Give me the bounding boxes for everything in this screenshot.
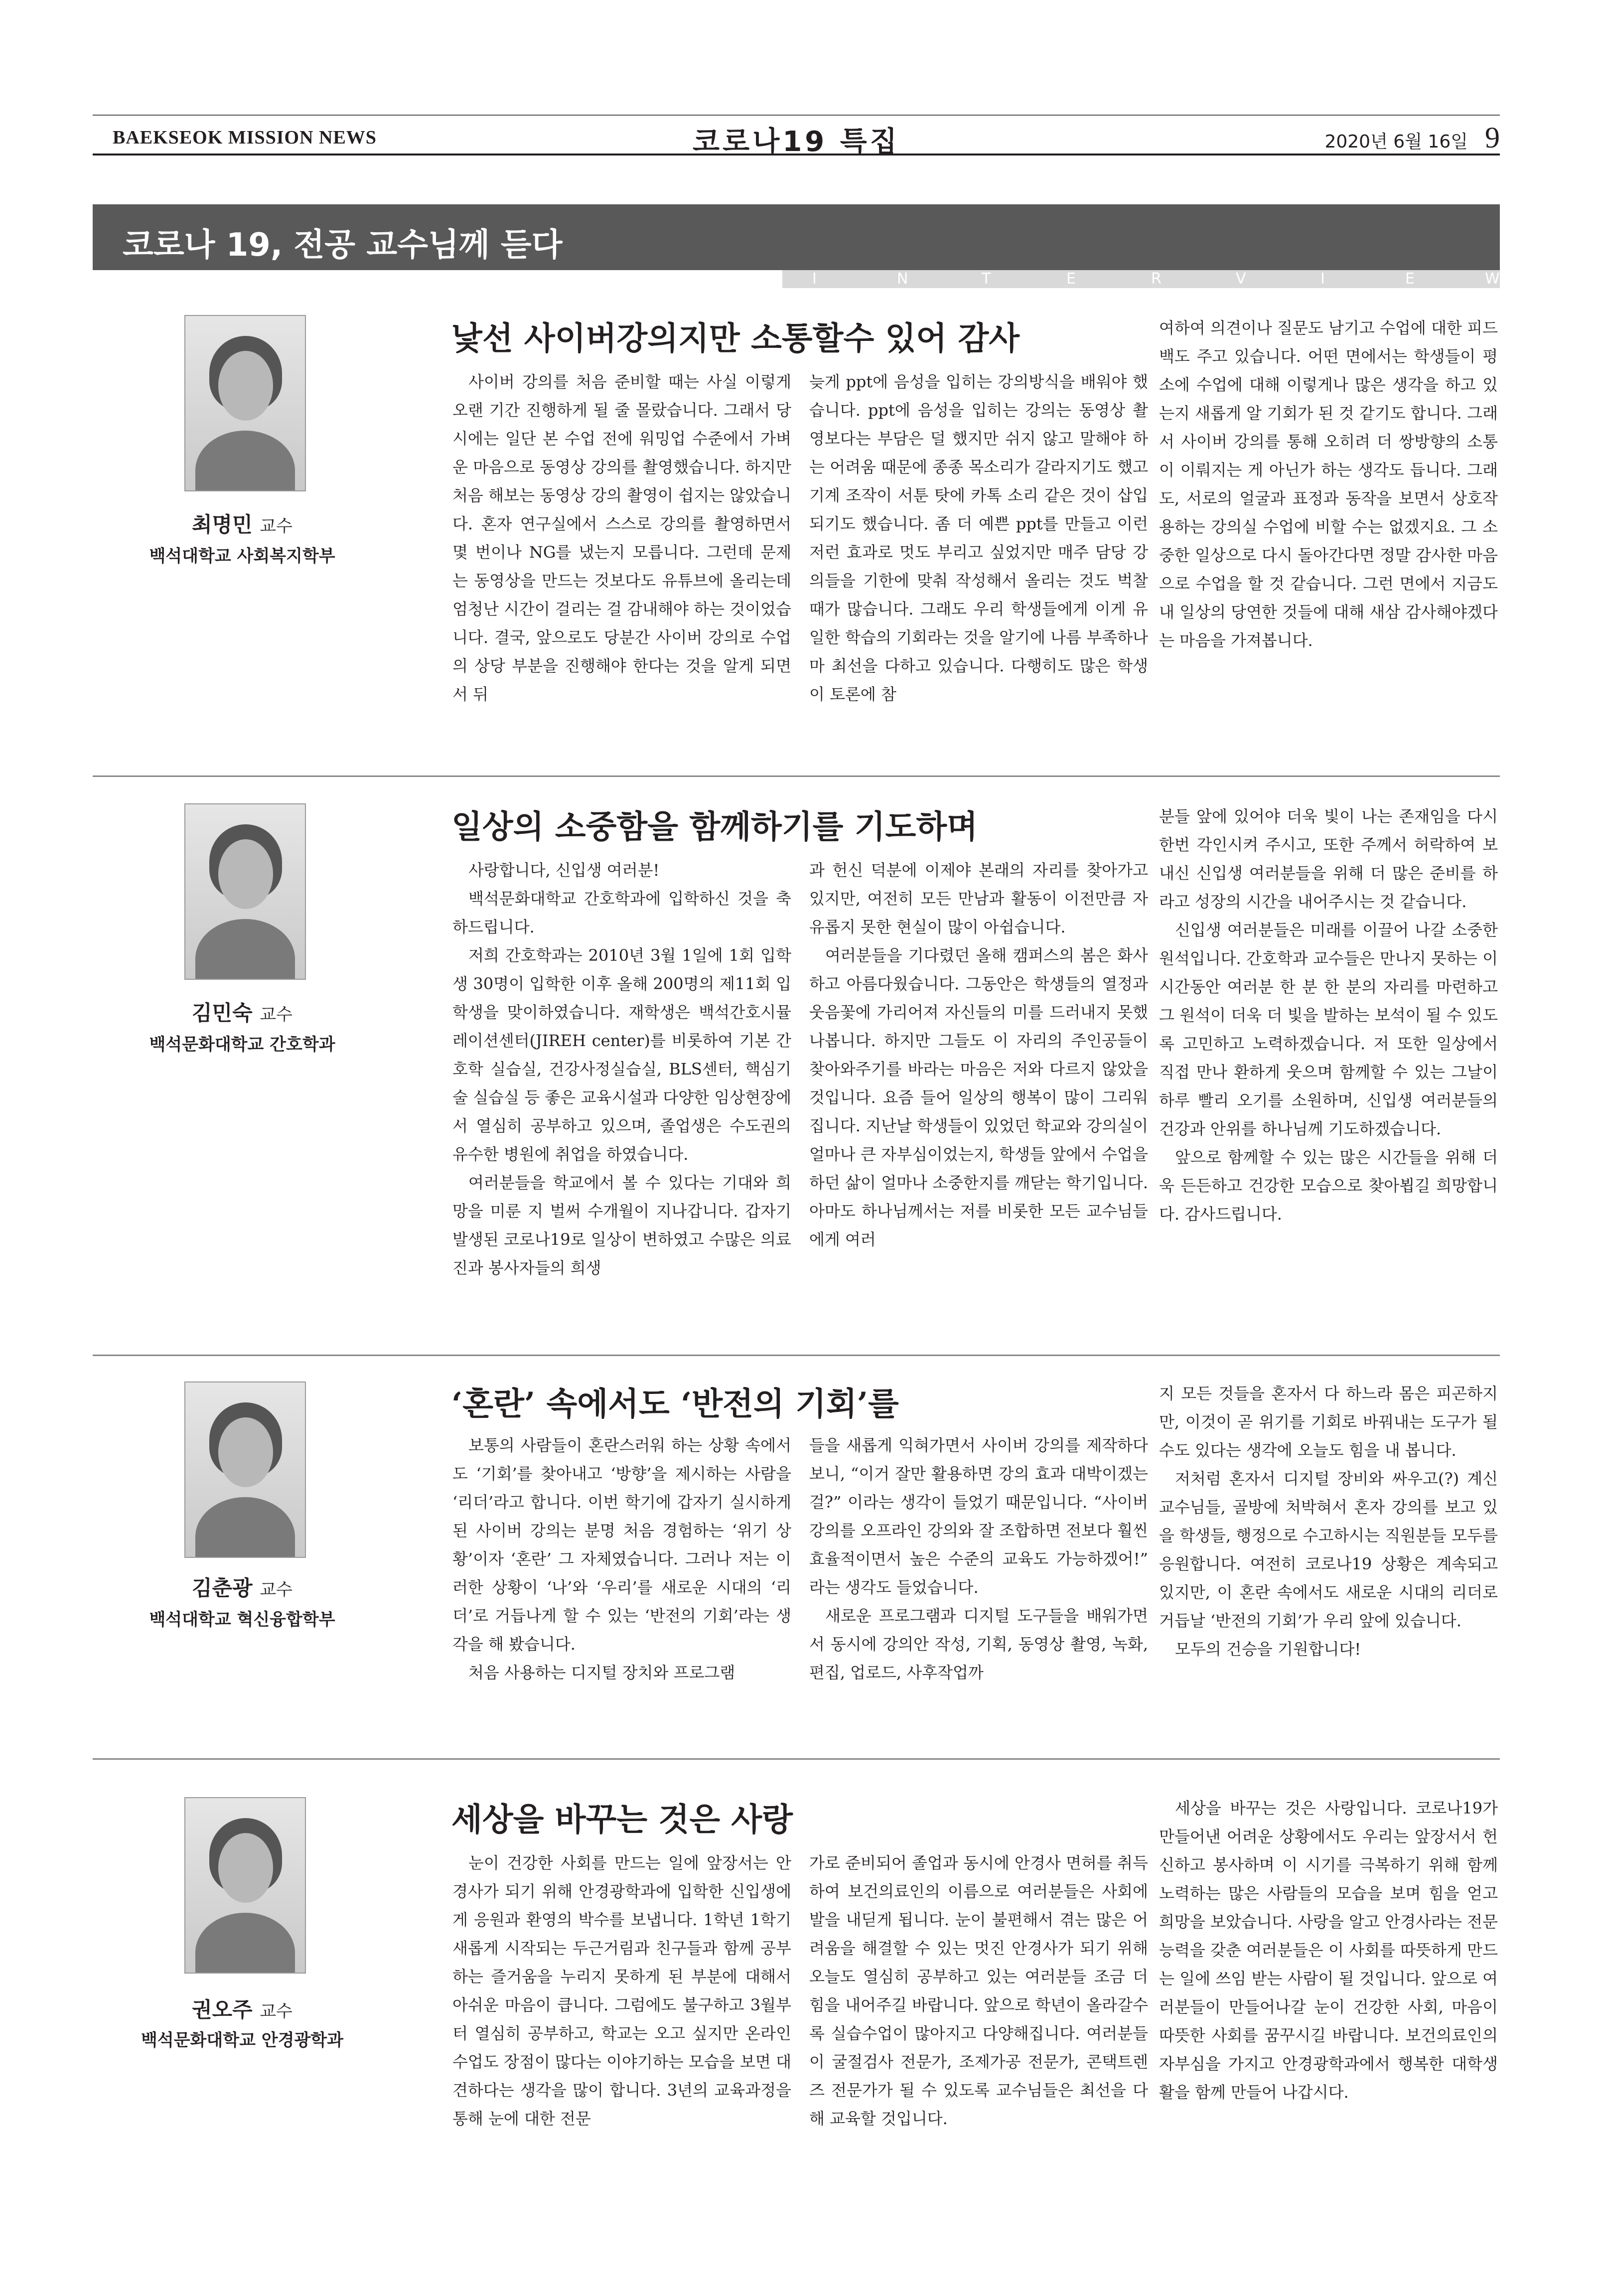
professor-title: 교수 [260, 516, 293, 536]
paragraph: 새로운 프로그램과 디지털 도구들을 배워가면서 동시에 강의안 작성, 기획, 동영상 촬영, 녹화, 편집, 업로드, 사후작업까 [809, 1606, 1148, 1682]
interview-letter: R [1151, 270, 1162, 288]
section-title: 코로나19 특집 [693, 126, 900, 158]
professor-title: 교수 [260, 1005, 293, 1025]
photo-face [218, 1417, 273, 1487]
article-column-3 [1159, 802, 1498, 1351]
article-column-3 [1159, 1794, 1498, 2253]
banner-title: 코로나 19, 전공 교수님께 듣다 [123, 227, 563, 264]
article-column-1 [452, 368, 791, 776]
publication-name: BAEKSEOK MISSION NEWS [113, 127, 377, 148]
paragraph: 백석문화대학교 간호학과에 입학하신 것을 축하드립니다. [452, 889, 791, 936]
paragraph: 세상을 바꾸는 것은 사랑입니다. 코로나19가 만들어낸 어려운 상황에서도 우리는 앞장서서 헌신하고 봉사하며 이 시기를 극복하기 위해 함께 노력하는 많은 사람들의 모습을 보며 힘을 얻고 희망을 보았습니다. 사랑을 알고 안경사라는 전문능력을 갖춘 여러분들은 이 사회를 따뜻하게 만드는 일에 쓰임 받는 사람이 될 것입니다. 앞으로 여러분들이 만들어나갈 눈이 건강한 사회, 마음이 따뜻한 사회를 꿈꾸시길 바랍니다. 보건의료인의 자부심을 가지고 안경광학과에서 행복한 대학생활을 함께 만들어 나갑시다. [1159, 1799, 1498, 2102]
professor-photo [184, 1797, 306, 1974]
professor-name-text: 최명민 [191, 512, 253, 537]
professor-title: 교수 [260, 1580, 293, 1600]
paragraph: 가로 준비되어 졸업과 동시에 안경사 면허를 취득하여 보건의료인의 이름으로 여러분들은 사회에 발을 내딛게 됩니다. 눈이 불편해서 겪는 많은 어려움을 해결할 수 있는 멋진 안경사가 되기 위해 오늘도 열심히 공부하고 있는 여러분들 조금 더 힘을 내어주길 바랍니다. 앞으로 학년이 올라갈수록 실습수업이 많아지고 다양해집니다. 여러분들이 굴절검사 전문가, 조제가공 전문가, 콘택트렌즈 전문가가 될 수 있도록 교수님들은 최선을 다해 교육할 것입니다. [809, 1853, 1148, 2128]
paragraph: 여하여 의견이나 질문도 남기고 수업에 대한 피드백도 주고 있습니다. 어떤 면에서는 학생들이 평소에 수업에 대해 이렇게나 많은 생각을 하고 있는지 새롭게 알 기회가 된 것 같기도 합니다. 그래서 사이버 강의를 통해 오히려 더 쌍방향의 소통이 이뤄지는 게 아닌가 하는 생각도 듭니다. 그래도, 서로의 얼굴과 표정과 동작을 보면서 상호작용하는 강의실 수업에 비할 수는 없겠지요. 그 소중한 일상으로 다시 돌아간다면 정말 감사한 마음으로 수업을 할 것 같습니다. 그런 면에서 지금도 내 일상의 당연한 것들에 대해 새삼 감사해야겠다는 마음을 가져봅니다. [1159, 318, 1498, 650]
interview-letter: V [1236, 270, 1246, 288]
paragraph: 저희 간호학과는 2010년 3월 1일에 1회 입학생 30명이 입학한 이후 올해 200명의 제11회 입학생을 맞이하였습니다. 재학생은 백석간호시뮬레이션센터(JIREH center)를 비롯하여 기본 간호학 실습실, 건강사정실습실, BLS센터, 핵심기술 실습실 등 좋은 교육시설과 다양한 임상현장에서 열심히 공부하고 있으며, 졸업생은 수도권의 유수한 병원에 취업을 하였습니다. [452, 946, 791, 1164]
interview-letter: I [812, 270, 817, 288]
photo-face [218, 351, 273, 421]
interview-strip [782, 270, 1500, 288]
interview-letter: I [1320, 270, 1325, 288]
professor-name-text: 김춘광 [191, 1576, 253, 1600]
paragraph: 과 헌신 덕분에 이제야 본래의 자리를 찾아가고 있지만, 여전히 모든 만남과 활동이 이전만큼 자유롭지 못한 현실이 많이 아쉽습니다. [809, 861, 1148, 936]
professor-name-text: 권오주 [191, 1997, 253, 2022]
paragraph: 분들 앞에 있어야 더욱 빛이 나는 존재임을 다시 한번 각인시켜 주시고, 또한 주께서 허락하여 보내신 신입생 여러분들을 위해 더 많은 준비를 하라고 성장의 시간을 내어주시는 것 같습니다. [1159, 807, 1498, 911]
article-column-2 [809, 1849, 1148, 2253]
professor-photo [184, 803, 306, 980]
article-column-1 [452, 1431, 791, 1755]
paragraph: 여러분들을 기다렸던 올해 캠퍼스의 봄은 화사하고 아름다웠습니다. 그동안은 학생들의 열정과 웃음꽃에 가리어져 자신들의 미를 드러내지 못했나봅니다. 하지만 그들도 이 자리의 주인공들이 찾아와주기를 바라는 마음은 저와 다르지 않았을 것입니다. 요즘 들어 일상의 행복이 많이 그리워집니다. 지난날 학생들이 있었던 학교와 강의실이 얼마나 큰 자부심이었는지, 학생들 앞에서 수업을 하던 삶이 얼마나 소중한지를 깨닫는 학기입니다. 아마도 하나님께서는 저를 비롯한 모든 교수님들에게 여러 [809, 946, 1148, 1249]
interview-letter: W [1485, 270, 1500, 288]
article-column-2 [809, 368, 1148, 776]
article-column-2 [809, 1431, 1148, 1755]
paragraph: 여러분들을 학교에서 볼 수 있다는 기대와 희망을 미룬 지 벌써 수개월이 지나갑니다. 갑자기 발생된 코로나19로 일상이 변하였고 수많은 의료진과 봉사자들의 희생 [452, 1173, 791, 1277]
professor-title: 교수 [260, 2001, 293, 2021]
paragraph: 모두의 건승을 기원합니다! [1175, 1640, 1361, 1659]
article-headline: 낯선 사이버강의지만 소통할수 있어 감사 [451, 320, 1020, 357]
article-3 [93, 1376, 1500, 1754]
paragraph: 지 모든 것들을 혼자서 다 하느라 몸은 피곤하지만, 이것이 곧 위기를 기회로 바꿔내는 도구가 될 수도 있다는 생각에 오늘도 힘을 내 봅니다. [1159, 1384, 1498, 1460]
article-column-3 [1159, 314, 1498, 763]
photo-body [195, 919, 295, 980]
photo-face [218, 839, 273, 909]
article-2 [93, 797, 1500, 1346]
professor-name [118, 1993, 367, 2023]
professor-name [118, 1572, 367, 1602]
article-4 [93, 1779, 1500, 2278]
article-1 [93, 309, 1500, 777]
paragraph: 앞으로 함께할 수 있는 많은 시간들을 위해 더욱 든든하고 건강한 모습으로 찾아뵙길 희망합니다. 감사드립니다. [1159, 1148, 1498, 1224]
article-separator [93, 775, 1500, 777]
page-number: 9 [1485, 121, 1500, 154]
article-column-1 [452, 1849, 791, 2253]
header-top-rule [93, 115, 1500, 116]
professor-name-text: 김민숙 [191, 1001, 253, 1025]
professor-department: 백석문화대학교 안경광학과 [141, 2030, 343, 2050]
paragraph: 사랑합니다, 신입생 여러분! [468, 861, 660, 880]
professor-department: 백석대학교 사회복지학부 [149, 546, 335, 566]
photo-body [195, 431, 295, 491]
interview-letter: E [1405, 270, 1415, 288]
paragraph: 보통의 사람들이 혼란스러워 하는 상황 속에서도 ‘기회’를 찾아내고 ‘방향’을 제시하는 사람을 ‘리더’라고 합니다. 이번 학기에 갑자기 실시하게 된 사이버 강의는 분명 처음 경험하는 ‘위기 상황’이자 ‘혼란’ 그 자체였습니다. 그러나 저는 이러한 상황이 ‘나’와 ‘우리’를 새로운 시대의 ‘리더’로 거듭나게 할 수 있는 ‘반전의 기회’라는 생각을 해 봤습니다. [452, 1436, 791, 1654]
professor-name [118, 508, 367, 538]
professor-department: 백석대학교 혁신융합학부 [149, 1610, 335, 1630]
interview-letter: T [982, 270, 991, 288]
professor-photo [184, 1381, 306, 1558]
article-column-1 [452, 856, 791, 1365]
article-separator [93, 1355, 1500, 1356]
paragraph: 늦게 ppt에 음성을 입히는 강의방식을 배워야 했습니다. ppt에 음성을 입히는 강의는 동영상 촬영보다는 부담은 덜 했지만 쉬지 않고 말해야 하는 어려움 때문에 종종 목소리가 갈라지기도 했고 기계 조작이 서툰 탓에 카톡 소리 같은 것이 삽입되기도 했습니다. 좀 더 예쁜 ppt를 만들고 이런저런 효과로 멋도 부리고 싶었지만 매주 담당 강의들을 기한에 맞춰 작성해서 올리는 것도 벅찰 때가 많습니다. 그래도 우리 학생들에게 이게 유일한 학습의 기회라는 것을 알기에 나름 부족하나마 최선을 다하고 있습니다. 다행히도 많은 학생이 토론에 참 [809, 372, 1148, 704]
photo-face [218, 1833, 273, 1903]
interview-letter: N [897, 270, 908, 288]
article-headline: 세상을 바꾸는 것은 사랑 [451, 1801, 793, 1838]
article-headline: 일상의 소중함을 함께하기를 기도하며 [451, 808, 978, 846]
page-header [93, 117, 1500, 158]
header-bottom-rule [93, 153, 1500, 155]
professor-photo [184, 315, 306, 491]
professor-name [118, 997, 367, 1027]
paragraph: 저처럼 혼자서 디지털 장비와 싸우고(?) 계신 교수님들, 골방에 처박혀서 혼자 강의를 보고 있을 학생들, 행정으로 수고하시는 직원분들 모두를 응원합니다. 여전히 코로나19 상황은 계속되고 있지만, 이 혼란 속에서도 새로운 시대의 리더로 거듭날 ‘반전의 기회’가 우리 앞에 있습니다. [1159, 1469, 1498, 1630]
paragraph: 신입생 여러분들은 미래를 이끌어 나갈 소중한 원석입니다. 간호학과 교수들은 만나지 못하는 이 시간동안 여러분 한 분 한 분의 자리를 마련하고 그 원석이 더욱 더 빛을 발하는 보석이 될 수 있도록 고민하고 노력하겠습니다. 저 또한 일상에서 직접 만나 환하게 웃으며 함께할 수 있는 그날이 하루 빨리 오기를 소원하며, 신입생 여러분들의 건강과 안위를 하나님께 기도하겠습니다. [1159, 920, 1498, 1138]
article-column-3 [1159, 1379, 1498, 1748]
article-column-2 [809, 856, 1148, 1365]
feature-banner [93, 204, 1500, 270]
paragraph: 처음 사용하는 디지털 장치와 프로그램 [468, 1663, 735, 1682]
paragraph: 들을 새롭게 익혀가면서 사이버 강의를 제작하다보니, “이거 잘만 활용하면 강의 효과 대박이겠는걸?” 이라는 생각이 들었기 때문입니다. “사이버 강의를 오프라인 강의와 잘 조합하면 전보다 훨씬 효율적이면서 높은 수준의 교육도 가능하겠어!” 라는 생각도 들었습니다. [809, 1436, 1148, 1597]
article-headline: ‘혼란’ 속에서도 ‘반전의 기회’를 [451, 1385, 899, 1423]
professor-department: 백석문화대학교 간호학과 [149, 1035, 335, 1055]
article-separator [93, 1758, 1500, 1760]
photo-body [195, 1913, 295, 1974]
paragraph: 사이버 강의를 처음 준비할 때는 사실 이렇게 오랜 기간 진행하게 될 줄 몰랐습니다. 그래서 당시에는 일단 본 수업 전에 워밍업 수준에서 가벼운 마음으로 동영상 강의를 촬영했습니다. 하지만 처음 해보는 동영상 강의 촬영이 쉽지는 않았습니다. 혼자 연구실에서 스스로 강의를 촬영하면서 몇 번이나 NG를 냈는지 모릅니다. 그런데 문제는 동영상을 만드는 것보다도 유튜브에 올리는데 엄청난 시간이 걸리는 걸 감내해야 하는 것이었습니다. 결국, 앞으로도 당분간 사이버 강의로 수업의 상당 부분을 진행해야 한다는 것을 알게 되면서 뒤 [452, 372, 791, 704]
photo-body [195, 1497, 295, 1558]
paragraph: 눈이 건강한 사회를 만드는 일에 앞장서는 안경사가 되기 위해 안경광학과에 입학한 신입생에게 응원과 환영의 박수를 보냅니다. 1학년 1학기 새롭게 시작되는 두근거림과 친구들과 함께 공부하는 즐거움을 누리지 못하게 된 부분에 대해서 아쉬운 마음이 큽니다. 그럼에도 불구하고 3월부터 열심히 공부하고, 학교는 오고 싶지만 온라인수업도 장점이 많다는 이야기하는 모습을 보면 대견하다는 생각을 많이 합니다. 3년의 교육과정을 통해 눈에 대한 전문 [452, 1853, 791, 2128]
interview-letter: E [1066, 270, 1076, 288]
issue-date: 2020년 6월 16일 [1324, 132, 1468, 152]
